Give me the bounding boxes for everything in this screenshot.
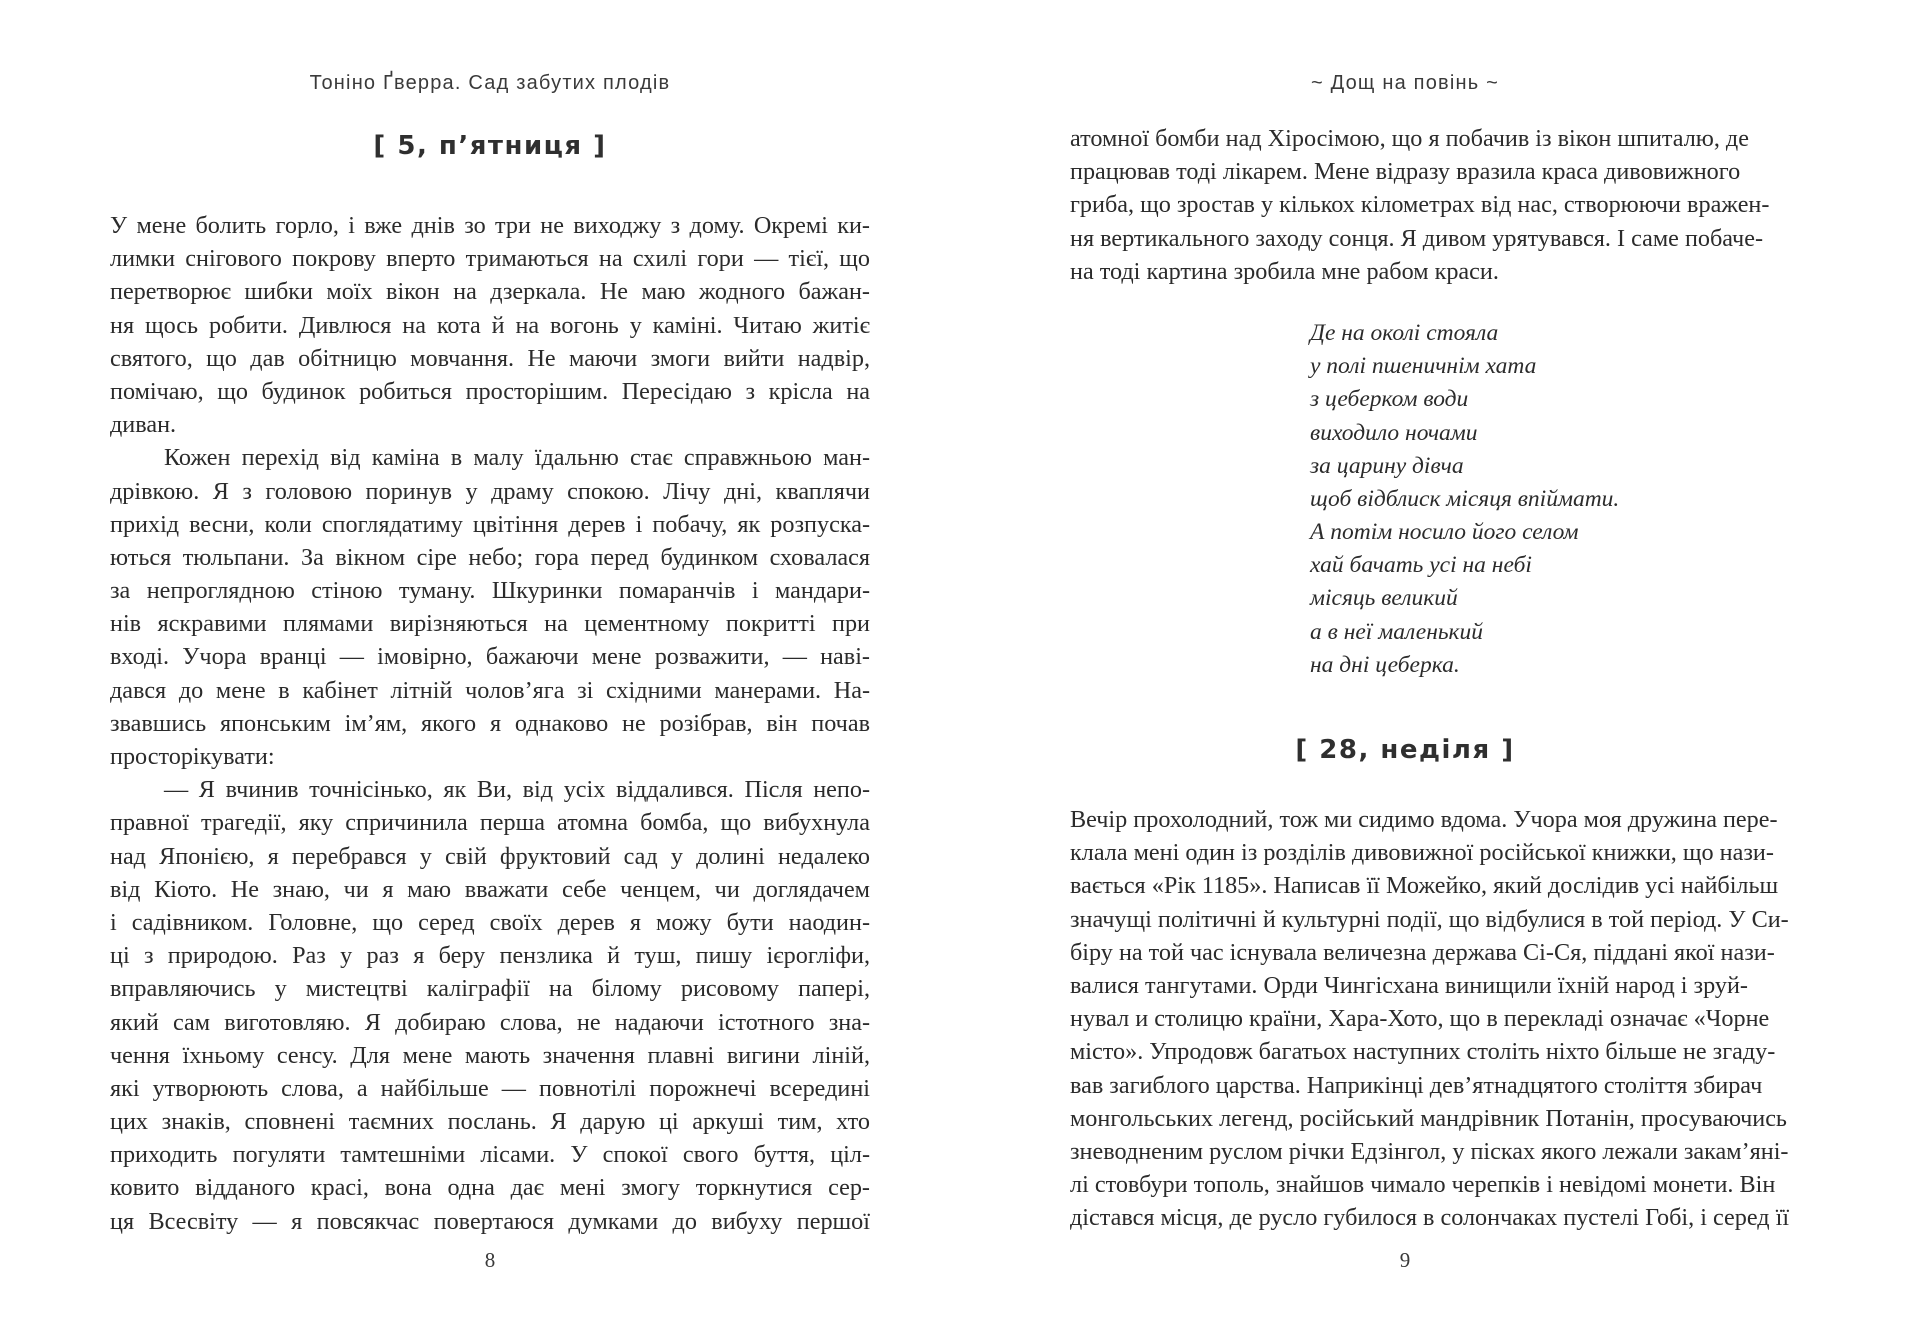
running-head-right: ~ Дощ на повінь ~ xyxy=(1311,72,1499,94)
section-title-friday: [ 5, п’ятниця ] xyxy=(373,131,607,161)
right-text-block xyxy=(1070,122,1790,1234)
poem-line: з цеберком води xyxy=(1310,386,1469,413)
text-line: працював тоді лікарем. Мене відразу вразила краса дивовижного xyxy=(1070,158,1741,186)
text-line: атомної бомби над Хіросімою, що я побачив із вікон шпиталю, де xyxy=(1070,125,1749,152)
text-line: лимки снігового покрову вперто тримаються на схилі гори — тієї, що xyxy=(110,245,870,273)
poem-line: Де на околі стояла xyxy=(1310,319,1499,346)
text-line: диван. xyxy=(110,411,177,439)
text-line: перетворює шибки моїх вікон на дзеркала. Не маю жодного бажан- xyxy=(110,278,870,306)
poem xyxy=(1070,317,1740,682)
page-number-right: 9 xyxy=(1399,1248,1411,1272)
text-line: правної трагедії, яку спричинила перша атомна бомба, що вибухнула xyxy=(110,809,870,837)
text-line: цих знаків, сповнені таємних послань. Я дарую ці аркуші тим, хто xyxy=(110,1108,870,1136)
paragraph xyxy=(110,209,870,441)
text-line: просторікувати: xyxy=(110,743,275,770)
poem-line: у полі пшеничнім хата xyxy=(1310,353,1537,380)
text-line: які утворюють слова, а найбільше — повнотілі порожнечі всередині xyxy=(110,1074,870,1102)
text-line: гриба, що зростав у кількох кілометрах від нас, створюючи вражен- xyxy=(1070,191,1770,219)
left-text-block xyxy=(110,124,870,1238)
text-line: дістався місця, де русло губилося в солончаках пустелі Гобі, і серед її xyxy=(1070,1204,1790,1232)
running-head-left: Тоніно Ґверра. Сад забутих плодів xyxy=(309,72,671,94)
paragraph xyxy=(110,441,870,773)
poem-line: а в неї маленький xyxy=(1310,618,1484,645)
text-line: який сам виготовляю. Я добираю слова, не надаючи істотного зна- xyxy=(110,1008,870,1036)
text-line: вході. Учора вранці — імовірно, бажаючи мене розважити, — наві- xyxy=(110,643,870,671)
text-line: ються тюльпани. За вікном сіре небо; гора перед будинком сховалася xyxy=(110,543,870,571)
poem-line: на дні цеберка. xyxy=(1310,651,1460,678)
poem-line: виходило ночами xyxy=(1310,419,1478,446)
poem-line: А потім носило його селом xyxy=(1310,519,1579,546)
text-line: У мене болить горло, і вже днів зо три не виходжу з дому. Окремі ки- xyxy=(110,212,870,239)
text-line: монгольських легенд, російський мандрівник Потанін, просуваючись xyxy=(1070,1104,1787,1132)
text-line: вправляючись у мистецтві каліграфії на білому рисовому папері, xyxy=(110,975,870,1003)
text-line: валися тангутами. Орди Чингісхана винищили їхній народ і зруй- xyxy=(1070,971,1748,999)
text-line: звавшись японським ім’ям, якого я однаково не розібрав, він почав xyxy=(110,709,870,737)
section-title-sunday: [ 28, неділя ] xyxy=(1295,735,1515,765)
poem-line: щоб відблиск місяця впіймати. xyxy=(1310,485,1620,512)
right-page xyxy=(960,0,1920,1325)
text-line: ня вертикального заходу сонця. Я дивом урятувався. І саме побаче- xyxy=(1070,224,1764,252)
text-line: помічаю, що будинок робиться просторішим. Пересідаю з крісла на xyxy=(110,377,870,405)
left-paragraphs xyxy=(110,209,870,1238)
text-line: за непроглядною стіною туману. Шкуринки помаранчів і мандари- xyxy=(110,577,870,605)
text-line: вав загиблого царства. Наприкінці дев’ятнадцятого століття збирач xyxy=(1070,1071,1763,1099)
text-line: приходить погуляти тамтешніми лісами. У спокої свого буття, ціл- xyxy=(110,1141,870,1169)
text-line: Вечір прохолодний, тож ми сидимо вдома. Учора моя дружина пере- xyxy=(1070,806,1778,833)
text-line: біру на той час існувала величезна держава Сі-Ся, піддані якої нази- xyxy=(1070,938,1775,966)
text-line: прихід весни, коли споглядатиму цвітіння дерев і побачу, як розпуска- xyxy=(110,510,870,538)
text-line: дався до мене в кабінет літній чолов’яга зі східними манерами. На- xyxy=(110,676,870,704)
text-line: ня щось робити. Дивлюся на кота й на вогонь у каміні. Читаю житіє xyxy=(110,311,870,339)
text-line: чення їхньому сенсу. Для мене мають значення плавні вигини ліній, xyxy=(110,1041,870,1069)
text-line: і садівником. Головне, що серед своїх дерев я можу бути наодин- xyxy=(110,908,870,936)
text-line: дрівкою. Я з головою поринув у драму спокою. Лічу дні, кваплячи xyxy=(110,477,870,505)
text-line: лі стовбури тополь, знайшов чимало черепків і невідомі монети. Він xyxy=(1070,1171,1776,1199)
text-line: святого, що дав обітницю мовчання. Не маючи змоги вийти надвір, xyxy=(110,344,870,372)
text-line: вається «Рік 1185». Написав її Можейко, який дослідив усі найбільш xyxy=(1070,872,1779,900)
poem-line: хай бачать усі на небі xyxy=(1310,552,1532,579)
text-line: ковито відданого красі, вона одна дає мені змогу торкнутися сер- xyxy=(110,1174,870,1202)
text-line: нів яскравими плямами вирізняються на цементному покритті при xyxy=(110,610,870,638)
text-line: над Японією, я перебрався у свій фруктовий сад у долині недалеко xyxy=(110,842,870,870)
text-line: клала мені один із розділів дивовижної російської книжки, що нази- xyxy=(1070,839,1774,867)
poem-line: за царину дівча xyxy=(1310,452,1464,479)
text-line: ця Всесвіту — я повсякчас повертаюся думками до вибуху першої xyxy=(110,1207,870,1235)
text-line: від Кіото. Не знаю, чи я маю вважати себе ченцем, чи доглядачем xyxy=(110,875,870,903)
text-line: значущі політичні й культурні події, що відбулися в той період. У Си- xyxy=(1070,905,1789,933)
text-line: нувал и столицю країни, Хара-Хото, що в перекладі означає «Чорне xyxy=(1070,1005,1770,1033)
text-line: місто». Упродовж багатьох наступних століть ніхто більше не згаду- xyxy=(1070,1038,1776,1066)
page-number-left: 8 xyxy=(484,1248,496,1272)
paragraph xyxy=(110,773,870,1238)
continuation-paragraph xyxy=(1070,122,1770,288)
sunday-paragraph xyxy=(1070,803,1790,1234)
text-line: на тоді картина зробила мне рабом краси. xyxy=(1070,257,1499,285)
text-line: — Я вчинив точнісінько, як Ви, від усіх віддалився. Після непо- xyxy=(164,776,870,804)
text-line: ці з природою. Раз у раз я беру пензлика й туш, пишу ієрогліфи, xyxy=(110,942,870,970)
text-line: Кожен перехід від каміна в малу їдальню стає справжньою ман- xyxy=(164,444,870,472)
poem-line: місяць великий xyxy=(1310,585,1458,612)
text-line: зневодненим руслом річки Едзінгол, у пісках якого лежали закам’янi- xyxy=(1070,1137,1789,1165)
